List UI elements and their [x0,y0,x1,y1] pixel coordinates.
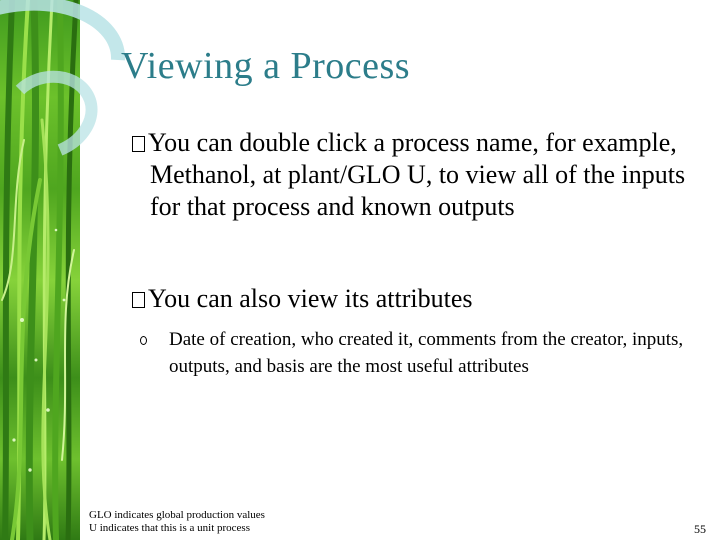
sub-bullet-text: Date of creation, who created it, comments from the creator, inputs, outputs, and basis are the most useful attributes [169,329,684,377]
square-bullet-icon [130,127,148,159]
grass-background-image [0,0,80,540]
square-bullet-icon [130,283,148,315]
bullet-item-double-click [130,127,690,223]
bullet-item-attributes [130,283,690,315]
bullet-text: You can double click a process name, for example, Methanol, at plant/GLO U, to view all of the inputs for that process and known outputs [148,128,686,221]
page-number: 55 [694,522,706,536]
footnotes [89,509,265,535]
sub-bullet-item [140,326,685,380]
footnote-glo: GLO indicates global production values [89,509,265,521]
footnote-unit-process: U indicates that this is a unit process [89,522,250,534]
grass-blades [0,0,80,540]
bullet-text: You can also view its attributes [148,284,473,313]
circle-bullet-icon [140,336,147,345]
slide-title: Viewing a Process [121,45,411,87]
